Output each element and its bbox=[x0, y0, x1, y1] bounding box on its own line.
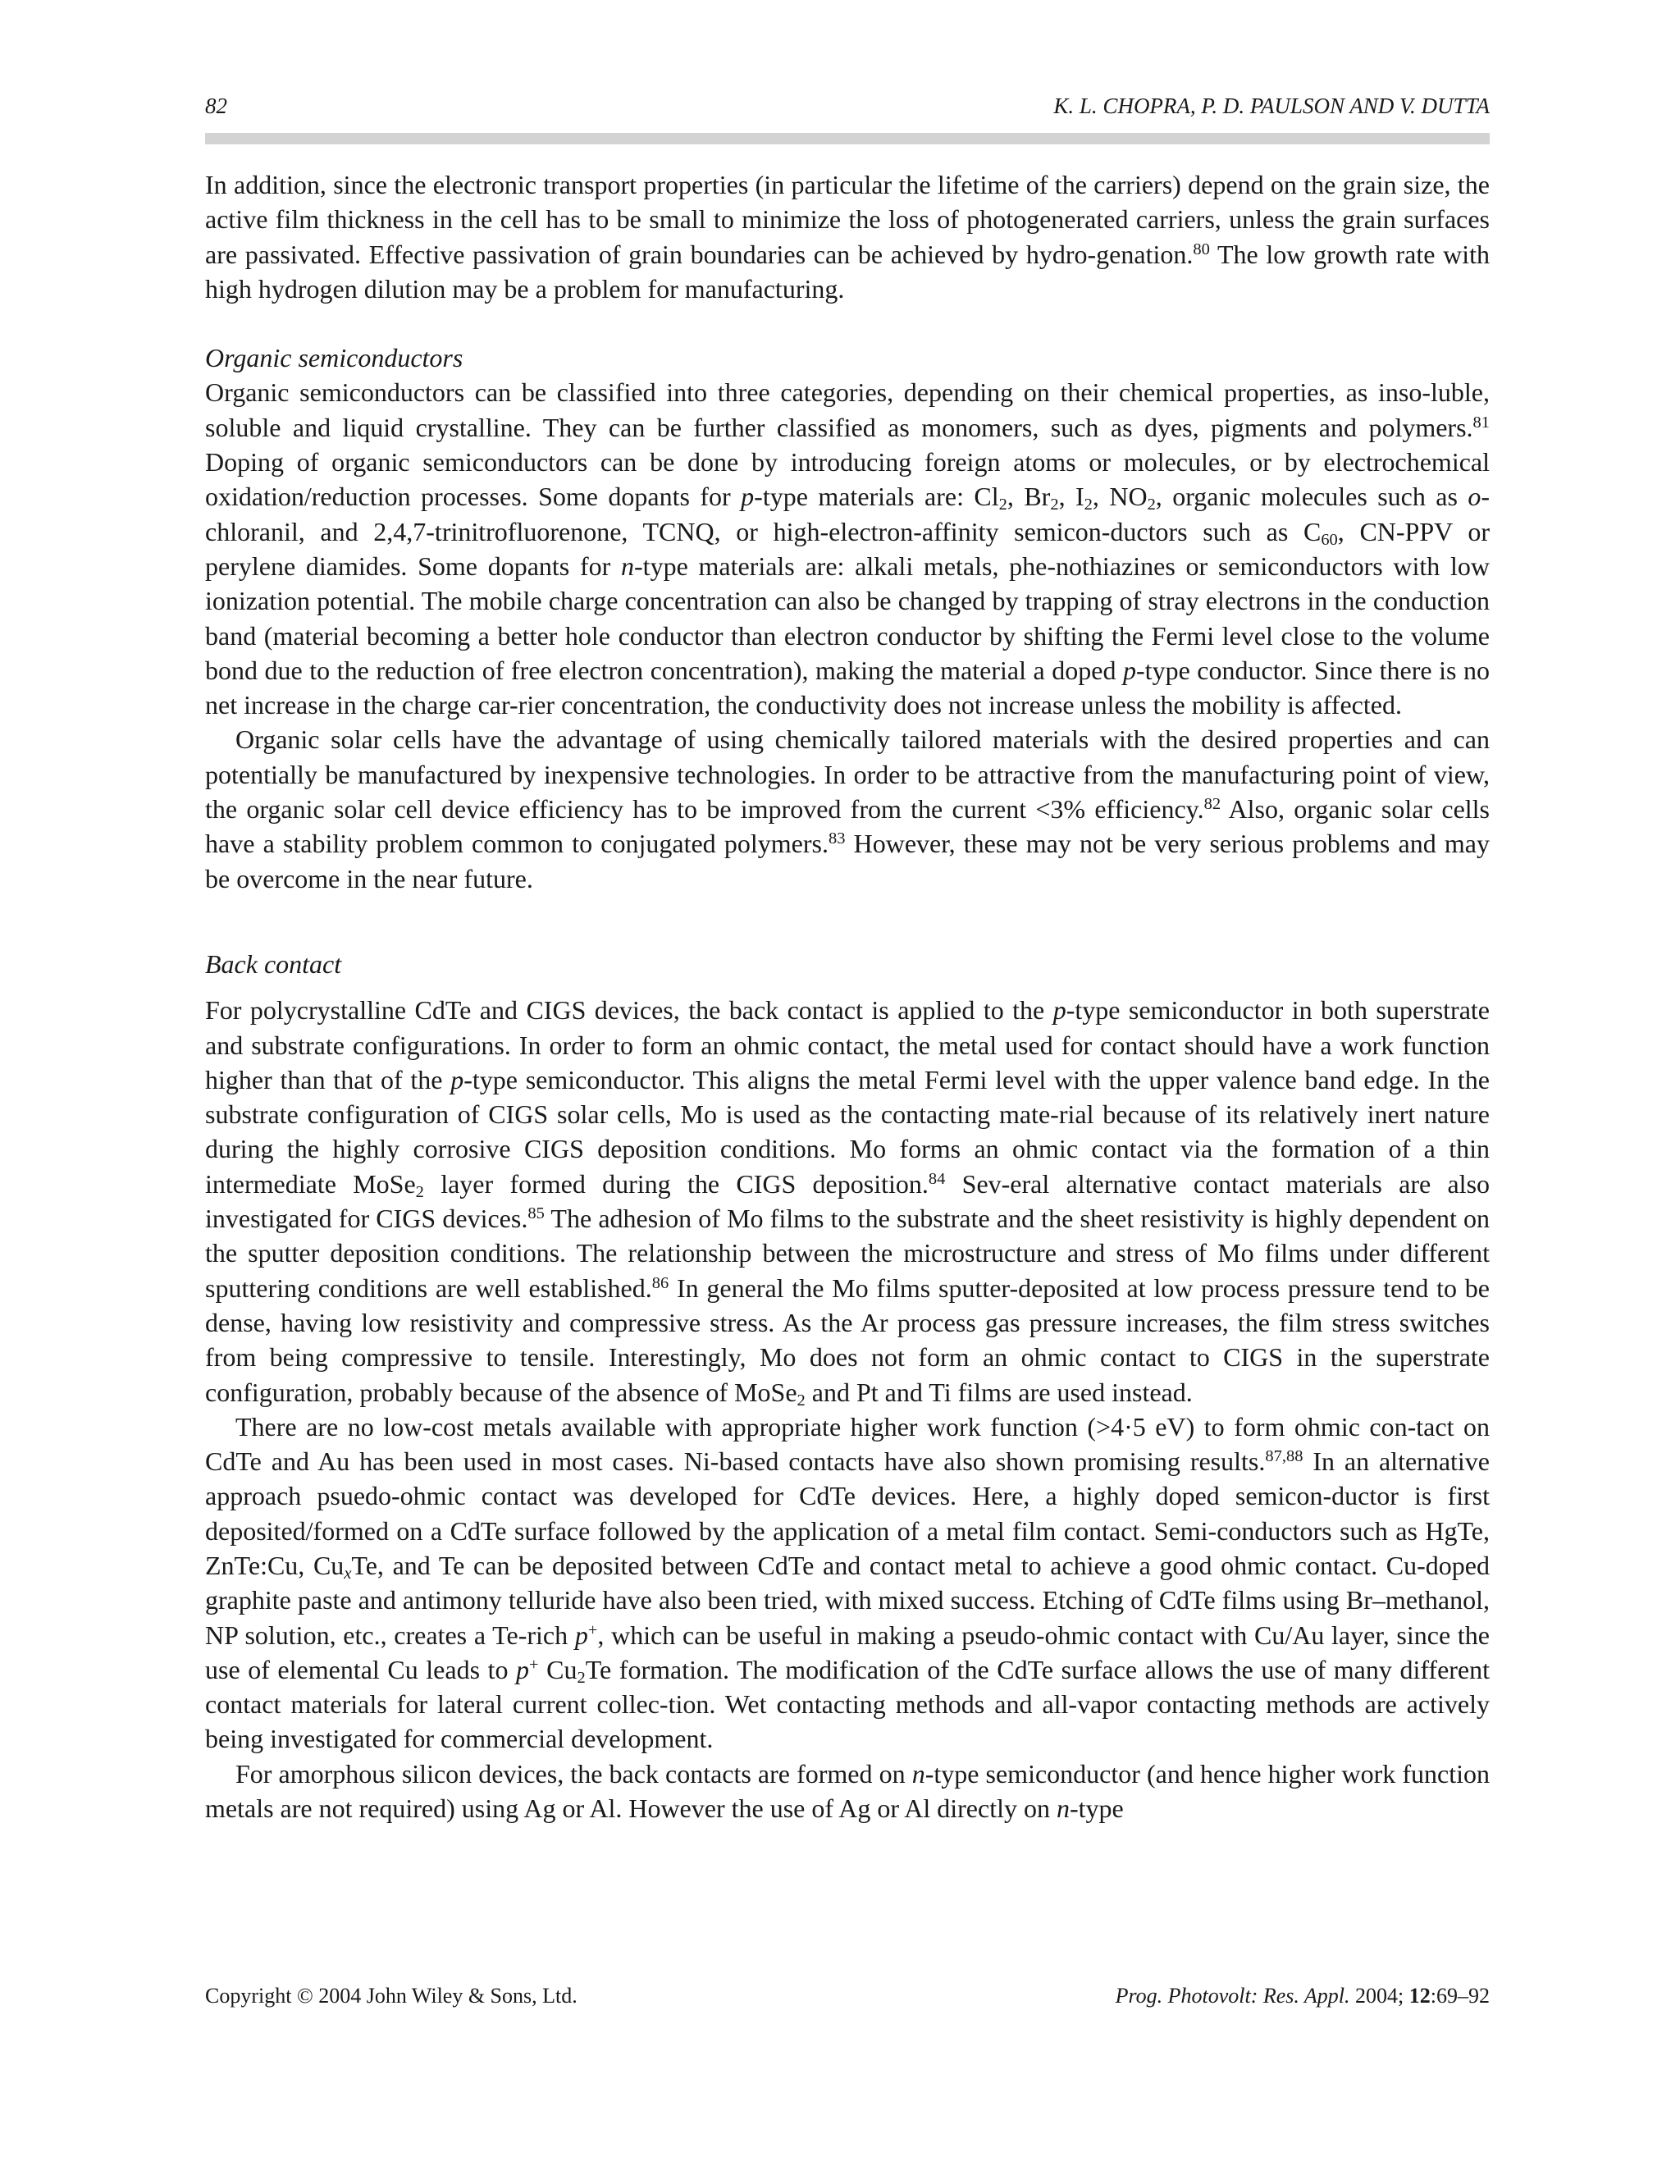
citation[interactable]: 82 bbox=[1203, 794, 1221, 813]
header-rule bbox=[205, 133, 1490, 144]
section-heading-organic: Organic semiconductors bbox=[205, 343, 463, 373]
paragraph-back-contact-3: For amorphous silicon devices, the back contacts are formed on n-type semiconductor (and hence higher work function metals are not required) using Ag or Al. However the use of Ag or Al directly on n-type bbox=[205, 1758, 1491, 1824]
citation[interactable]: 80 bbox=[1193, 240, 1210, 258]
section-heading-back-contact: Back contact bbox=[205, 948, 342, 979]
citation[interactable]: 84 bbox=[928, 1169, 946, 1188]
paragraph-organic-1: Organic semiconductors can be classified into three categories, depending on their chemical properties, as inso-luble, soluble and liquid crystalline. They can be further classified as monomers, such as dyes, pigments and polymers.$^{81}$ Doping of organic semiconductors can be done by introducing foreign atoms or molecules, or by electrochemical oxidation/reduction processes. Some dopants for p-type materials are: $Cl_2$, $Br_2$, $I_2$, $NO_2$, organic molecules such as o-chloranil, and 2,4,7-trinitrofluorenone, TCNQ, or high-electron-affinity semicon-ductors such as $C_{60}$, CN-PPV or perylene diamides. Some dopants for n-type materials are: alkali metals, phe-nothiazines or semiconductors with low ionization potential. The mobile charge concentration can also be changed by trapping of stray electrons in the conduction band (material becoming a better hole conductor than electron conductor by shifting the Fermi level close to the volume bond due to the reduction of free electron concentration), making the material a doped p-type conductor. Since there is no net increase in the charge car-rier concentration, the conductivity does not increase unless the mobility is affected. bbox=[205, 377, 1491, 720]
paragraph-grain-size: In addition, since the electronic transport properties (in particular the lifetime of the carriers) depend on the grain size, the active film thickness in the cell has to be small to minimize the loss of photogenerated carriers, unless the grain surfaces are passivated. Effective passivation of grain boundaries can be achieved by hydro-genation.$^{80}$ The low growth rate with high hydrogen dilution may be a problem for manufacturing. bbox=[205, 170, 1491, 304]
citation[interactable]: 86 bbox=[651, 1273, 669, 1292]
citation[interactable]: 87,88 bbox=[1265, 1446, 1303, 1465]
page-number: 82 bbox=[205, 94, 227, 118]
citation[interactable]: 85 bbox=[527, 1204, 545, 1222]
copyright-notice: Copyright © 2004 John Wiley & Sons, Ltd. bbox=[205, 1984, 578, 2008]
journal-reference: Prog. Photovolt: Res. Appl. 2004; 12:69–92 bbox=[1115, 1984, 1490, 2008]
paragraph-organic-2: Organic solar cells have the advantage of using chemically tailored materials with the desired properties and can potentially be manufactured by inexpensive technologies. In order to be attractive from the manufacturing point of view, the organic solar cell device efficiency has to be improved from the current <3% efficiency.$^{82}$ Also, organic solar cells have a stability problem common to conjugated polymers.$^{83}$ However, these may not be very serious problems and may be overcome in the near future. bbox=[205, 724, 1491, 893]
running-header bbox=[205, 89, 1490, 125]
paragraph-back-contact-2: There are no low-cost metals available with appropriate higher work function (>4·5 eV) to form ohmic con-tact on CdTe and Au has been used in most cases. Ni-based contacts have also shown promising results.$^{87,88}$ In an alternative approach psuedo-ohmic contact was developed for CdTe devices. Here, a highly doped semicon-ductor is first deposited/formed on a CdTe surface followed by the application of a metal film contact. Semi-conductors such as HgTe, ZnTe:Cu, $Cu_xTe$, and Te can be deposited between CdTe and contact metal to achieve a good ohmic contact. Cu-doped graphite paste and antimony telluride have also been tried, with mixed success. Etching of CdTe films using Br–methanol, NP solution, etc., creates a Te-rich p+, which can be useful in making a pseudo-ohmic contact with Cu/Au layer, since the use of elemental Cu leads to p+ $Cu_2Te$ formation. The modification of the CdTe surface allows the use of many different contact materials for lateral current collec-tion. Wet contacting methods and all-vapor contacting methods are actively being investigated for commercial development. bbox=[205, 1411, 1491, 1754]
citation[interactable]: 83 bbox=[828, 829, 846, 848]
paragraph-back-contact-1: For polycrystalline CdTe and CIGS devices, the back contact is applied to the p-type semiconductor in both superstrate and substrate configurations. In order to form an ohmic contact, the metal used for contact should have a work function higher than that of the p-type semiconductor. This aligns the metal Fermi level with the upper valence band edge. In the substrate configuration of CIGS solar cells, Mo is used as the contacting mate-rial because of its relatively inert nature during the highly corrosive CIGS deposition conditions. Mo forms an ohmic contact via the formation of a thin intermediate MoSe$_2$ layer formed during the CIGS deposition.$^{84}$ Sev-eral alternative contact materials are also investigated for CIGS devices.$^{85}$ The adhesion of Mo films to the substrate and the sheet resistivity is highly dependent on the sputter deposition conditions. The relationship between the microstructure and stress of Mo films under different sputtering conditions are well established.$^{86}$ In general the Mo films sputter-deposited at low process pressure tend to be dense, having low resistivity and compressive stress. As the Ar process gas pressure increases, the film stress switches from being compressive to tensile. Interestingly, Mo does not form an ohmic contact to CIGS in the superstrate configuration, probably because of the absence of MoSe$_2$ and Pt and Ti films are used instead. bbox=[205, 995, 1491, 1410]
article-body bbox=[205, 167, 1490, 1825]
citation[interactable]: 81 bbox=[1472, 413, 1490, 432]
running-authors: K. L. CHOPRA, P. D. PAULSON AND V. DUTTA bbox=[1053, 94, 1490, 118]
